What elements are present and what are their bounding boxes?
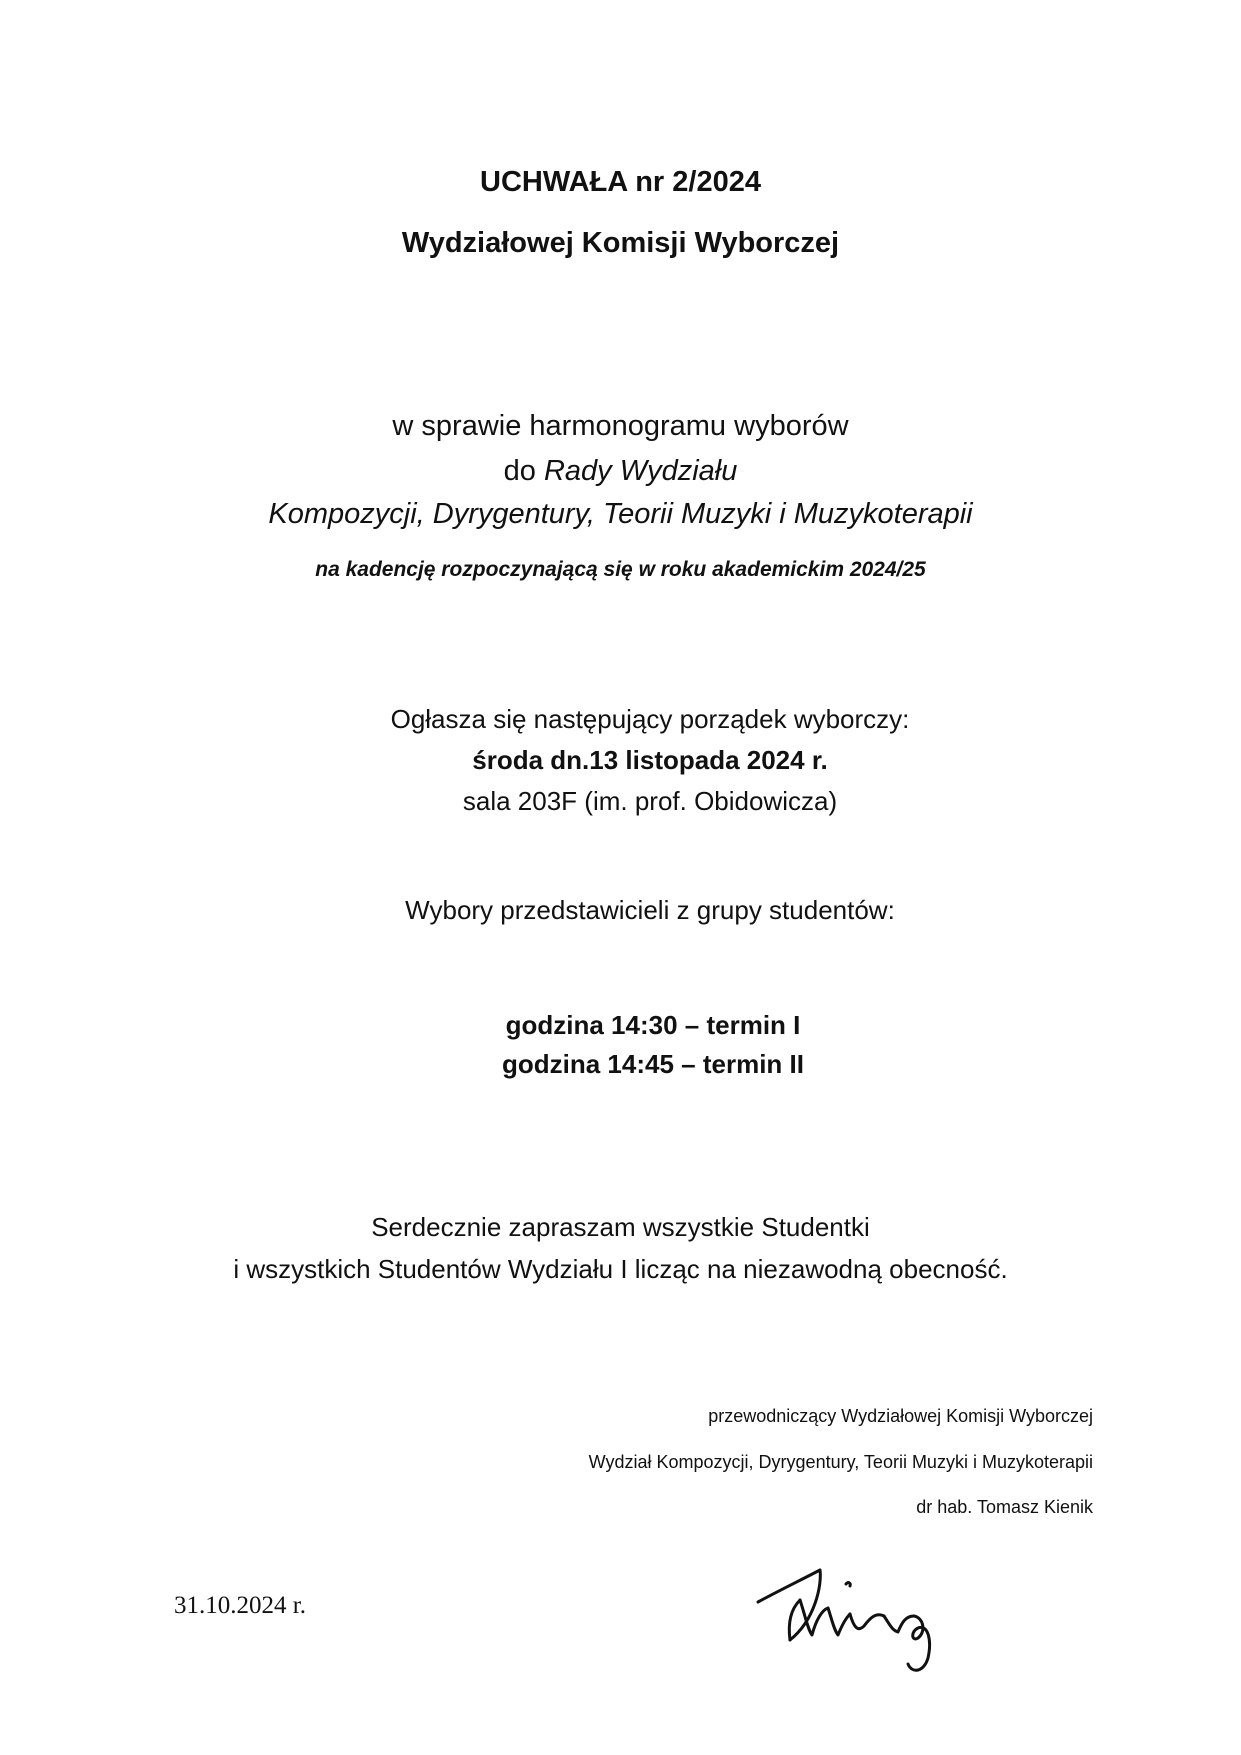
term-2: godzina 14:45 – termin II bbox=[502, 1049, 804, 1079]
document-date: 31.10.2024 r. bbox=[174, 1592, 306, 1619]
subject-line-1: w sprawie harmonogramu wyborów bbox=[392, 410, 849, 442]
signatory-name: dr hab. Tomasz Kienik bbox=[916, 1497, 1093, 1517]
handwritten-signature bbox=[750, 1540, 980, 1680]
elections-group: Wybory przedstawicieli z grupy studentów: bbox=[405, 895, 895, 925]
document-subtitle: Wydziałowej Komisji Wyborczej bbox=[401, 227, 840, 259]
cadence-line: na kadencję rozpoczynającą się w roku akademickim 2024/25 bbox=[315, 558, 926, 581]
document-title: UCHWAŁA nr 2/2024 bbox=[480, 166, 761, 198]
announcement-intro: Ogłasza się następujący porządek wyborczy: bbox=[390, 704, 910, 734]
signatory-faculty: Wydział Kompozycji, Dyrygentury, Teorii Muzyki i Muzykoterapii bbox=[588, 1452, 1093, 1472]
subject-line-2-council: Rady Wydziału bbox=[543, 455, 738, 487]
announcement-date: środa dn.13 listopada 2024 r. bbox=[472, 745, 828, 775]
signatory-role: przewodniczący Wydziałowej Komisji Wyborczej bbox=[708, 1406, 1093, 1426]
subject-line-3: Kompozycji, Dyrygentury, Teorii Muzyki i Muzykoterapii bbox=[268, 498, 973, 530]
subject-line-2 bbox=[0, 455, 1241, 488]
term-1: godzina 14:30 – termin I bbox=[505, 1010, 801, 1040]
announcement-room: sala 203F (im. prof. Obidowicza) bbox=[462, 786, 838, 816]
invitation-line-1: Serdecznie zapraszam wszystkie Studentki bbox=[371, 1212, 870, 1242]
subject-line-2-prefix: do bbox=[503, 455, 544, 487]
invitation-line-2: i wszystkich Studentów Wydziału I licząc na niezawodną obecność. bbox=[233, 1254, 1008, 1284]
